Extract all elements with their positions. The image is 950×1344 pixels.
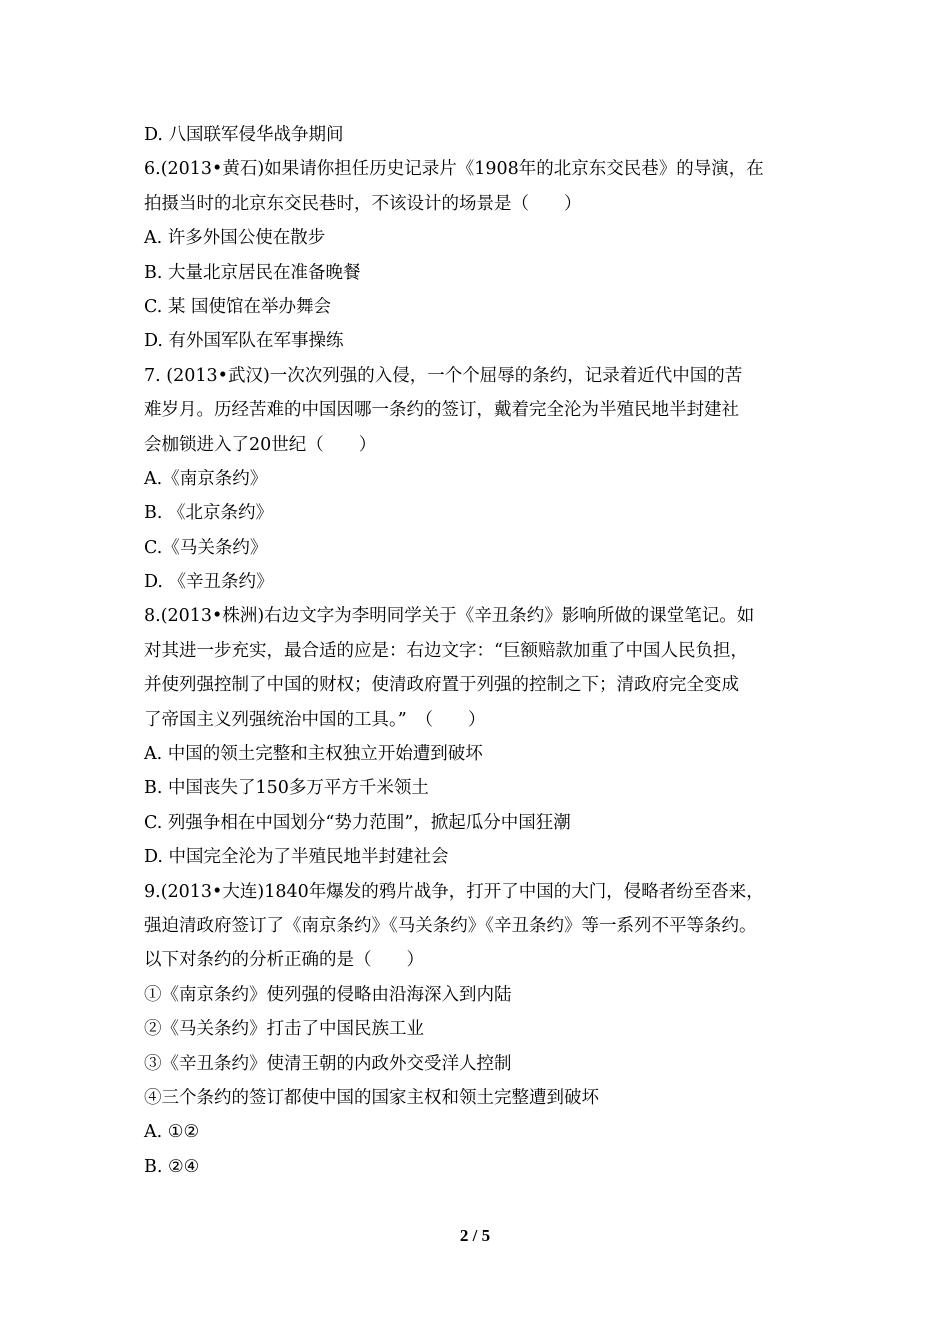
statement-3-q9: ③《辛丑条约》使清王朝的内政外交受洋人控制 <box>144 1053 512 1074</box>
option-c-q8: C. 列强争相在中国划分“势力范围”，掀起瓜分中国狂潮 <box>144 812 571 833</box>
option-d-q7: D. 《辛丑条约》 <box>144 572 274 593</box>
option-b-q6: B. 大量北京居民在准备晚餐 <box>144 262 361 283</box>
question-7-line-2: 难岁月。历经苦难的中国因哪一条约的签订，戴着完全沦为半殖民地半封建社 <box>144 400 739 421</box>
option-a-q7: A.《南京条约》 <box>144 468 268 489</box>
question-6-line-1: 6.(2013•黄石)如果请你担任历史记录片《1908年的北京东交民巷》的导演，在 <box>144 159 764 180</box>
option-a-q8: A. 中国的领土完整和主权独立开始遭到破坏 <box>144 744 483 765</box>
option-b-q7: B. 《北京条约》 <box>144 503 273 524</box>
option-a-q9: A. ①② <box>144 1122 200 1143</box>
question-9-line-2: 强迫清政府签订了《南京条约》《马关条约》《辛丑条约》等一系列不平等条约。 <box>144 915 757 936</box>
question-8-line-1: 8.(2013•株洲)右边文字为李明同学关于《辛丑条约》影响所做的课堂笔记。如 <box>144 606 755 627</box>
question-8-line-2: 对其进一步充实，最合适的应是：右边文字：“巨额赔款加重了中国人民负担， <box>144 640 748 661</box>
question-8-line-3: 并使列强控制了中国的财权；使清政府置于列强的控制之下；清政府完全变成 <box>144 675 739 696</box>
option-c-q7: C.《马关条约》 <box>144 537 268 558</box>
document-body <box>144 118 804 1184</box>
option-b-q8: B. 中国丧失了150多万平方千米领土 <box>144 778 429 799</box>
option-a-q6: A. 许多外国公使在散步 <box>144 228 326 249</box>
option-c-q6: C. 某 国使馆在举办舞会 <box>144 296 331 317</box>
question-7-line-3: 会枷锁进入了20世纪（ ） <box>144 434 377 455</box>
statement-1-q9: ①《南京条约》使列强的侵略由沿海深入到内陆 <box>144 984 512 1005</box>
question-7-line-1: 7. (2013•武汉)一次次列强的入侵，一个个屈辱的条约，记录着近代中国的苦 <box>144 365 743 386</box>
option-b-q9: B. ②④ <box>144 1156 200 1177</box>
statement-4-q9: ④三个条约的签订都使中国的国家主权和领土完整遭到破坏 <box>144 1087 599 1108</box>
question-9-line-1: 9.(2013•大连)1840年爆发的鸦片战争，打开了中国的大门，侵略者纷至沓来， <box>144 881 764 902</box>
question-9-line-3: 以下对条约的分析正确的是（ ） <box>144 950 424 971</box>
page-number: 2 / 5 <box>459 1226 491 1245</box>
option-d-q6: D. 有外国军队在军事操练 <box>144 331 344 352</box>
question-8-line-4: 了帝国主义列强统治中国的工具。” （ ） <box>144 709 486 730</box>
option-d-q8: D. 中国完全沦为了半殖民地半封建社会 <box>144 847 449 868</box>
statement-2-q9: ②《马关条约》打击了中国民族工业 <box>144 1019 424 1040</box>
option-d-q5: D. 八国联军侵华战争期间 <box>144 125 344 145</box>
question-6-line-2: 拍摄当时的北京东交民巷时，不该设计的场景是（ ） <box>144 193 582 214</box>
